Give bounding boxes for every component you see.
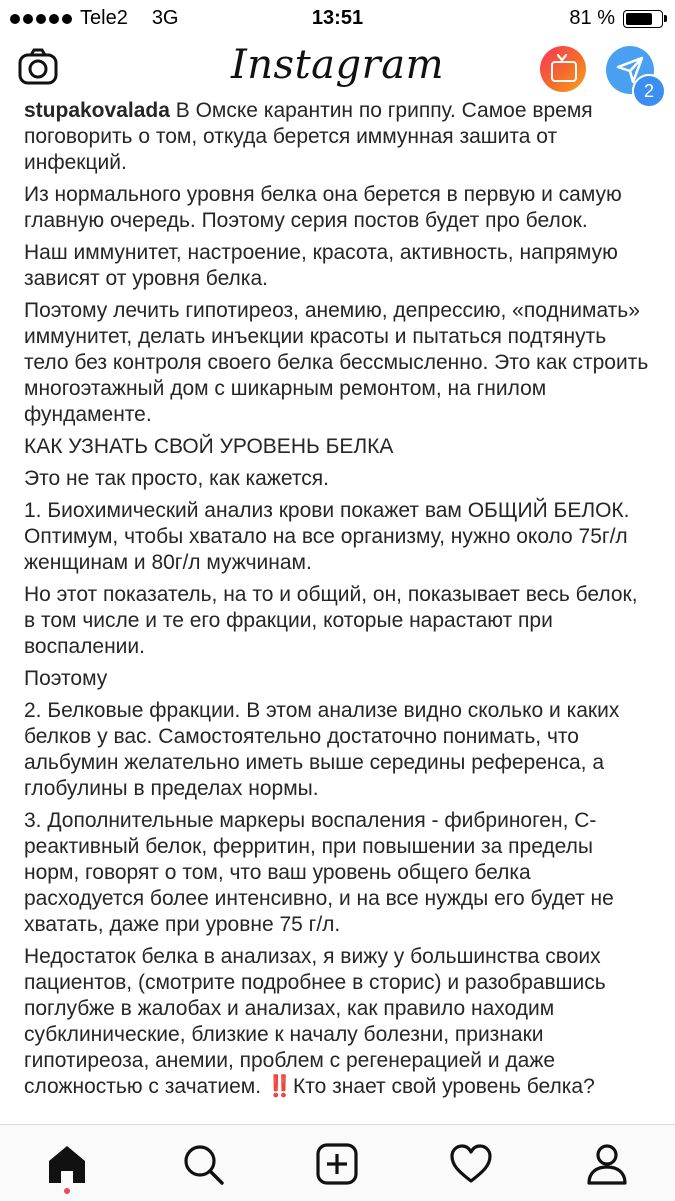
caption-paragraph: Это не так просто, как кажется.	[24, 467, 329, 490]
igtv-icon[interactable]	[540, 46, 586, 92]
username-link[interactable]: stupakovalada	[24, 99, 170, 122]
caption-paragraph: 1. Биохимический анализ крови покажет вам ОБЩИЙ БЕЛОК. Оптимум, чтобы хватало на все организму, нужно около 75г/л женщинам и 80г/л мужчинам.	[24, 499, 630, 574]
battery-fill	[626, 13, 652, 25]
caption-text: Кто знает свой уровень белка?	[293, 1075, 595, 1098]
caption-paragraph	[24, 944, 654, 1100]
battery-icon	[623, 10, 663, 28]
caption-paragraph: 3. Дополнительные маркеры воспаления - фибриноген, С- реактивный белок, ферритин, при повышении за пределы норм, говорят о том, что ваш уровень общего белка расходуется более интенсивно, и на все нужды его будет не хватать, даже при уровне 75 г/л.	[24, 809, 614, 936]
caption-text: В Омске карантин по гриппу. Самое время поговорить о том, откуда берется иммунная зашита от инфекций.	[24, 99, 593, 174]
direct-unread-badge: 2	[632, 74, 666, 108]
double-exclamation-emoji: ‼️	[266, 1075, 294, 1098]
app-header	[0, 36, 675, 101]
caption-paragraph: 2. Белковые фракции. В этом анализе видно сколько и каких белков у вас. Самостоятельно достаточно понимать, что альбумин желательно иметь выше середины референса, а глобулины в пределах нормы.	[24, 699, 620, 800]
carrier-name: Tele2	[80, 7, 128, 29]
caption-paragraph: Поэтому	[24, 667, 108, 690]
home-notification-dot	[64, 1188, 70, 1194]
post-caption	[24, 98, 654, 1124]
network-type: 3G	[151, 7, 179, 29]
status-right	[569, 7, 663, 30]
caption-paragraph: Поэтому лечить гипотиреоз, анемию, депрессию, «поднимать» иммунитет, делать инъекции красоты и пытаться подтянуть тело без контроля своего белка бессмысленно. Это как строить многоэтажный дом с шикарным ремонтом, на гнилом фундаменте.	[24, 299, 649, 426]
bottom-tab-bar	[0, 1124, 675, 1201]
status-bar	[0, 0, 675, 36]
instagram-logo: Instagram	[230, 42, 444, 88]
caption-text: Недостаток белка в анализах, я вижу у большинства своих пациентов, (смотрите подробнее в сторис) и разобравшись поглубже в жалобах и анализах, как правило находим субклинические, близкие к началу болезни, признаки гипотиреоза, анемии, проблем с регенерацией и даже сложностью с зачатием.	[24, 945, 606, 1098]
caption-paragraph	[24, 98, 654, 176]
caption-heading: КАК УЗНАТЬ СВОЙ УРОВЕНЬ БЕЛКА	[24, 435, 394, 458]
home-icon[interactable]	[44, 1141, 90, 1187]
search-icon[interactable]	[180, 1141, 226, 1187]
caption-paragraph: Наш иммунитет, настроение, красота, активность, напрямую зависят от уровня белка.	[24, 241, 618, 290]
battery-percent: 81 %	[569, 7, 615, 29]
profile-icon[interactable]	[584, 1141, 630, 1187]
caption-paragraph: Но этот показатель, на то и общий, он, показывает весь белок, в том числе и те его фракции, которые нарастают при воспалении.	[24, 583, 638, 658]
caption-paragraph: Из нормального уровня белка она берется в первую и самую главную очередь. Поэтому серия постов будет про белок.	[24, 183, 622, 232]
status-time: 13:51	[311, 7, 364, 29]
activity-heart-icon[interactable]	[448, 1141, 494, 1187]
new-post-icon[interactable]	[314, 1141, 360, 1187]
